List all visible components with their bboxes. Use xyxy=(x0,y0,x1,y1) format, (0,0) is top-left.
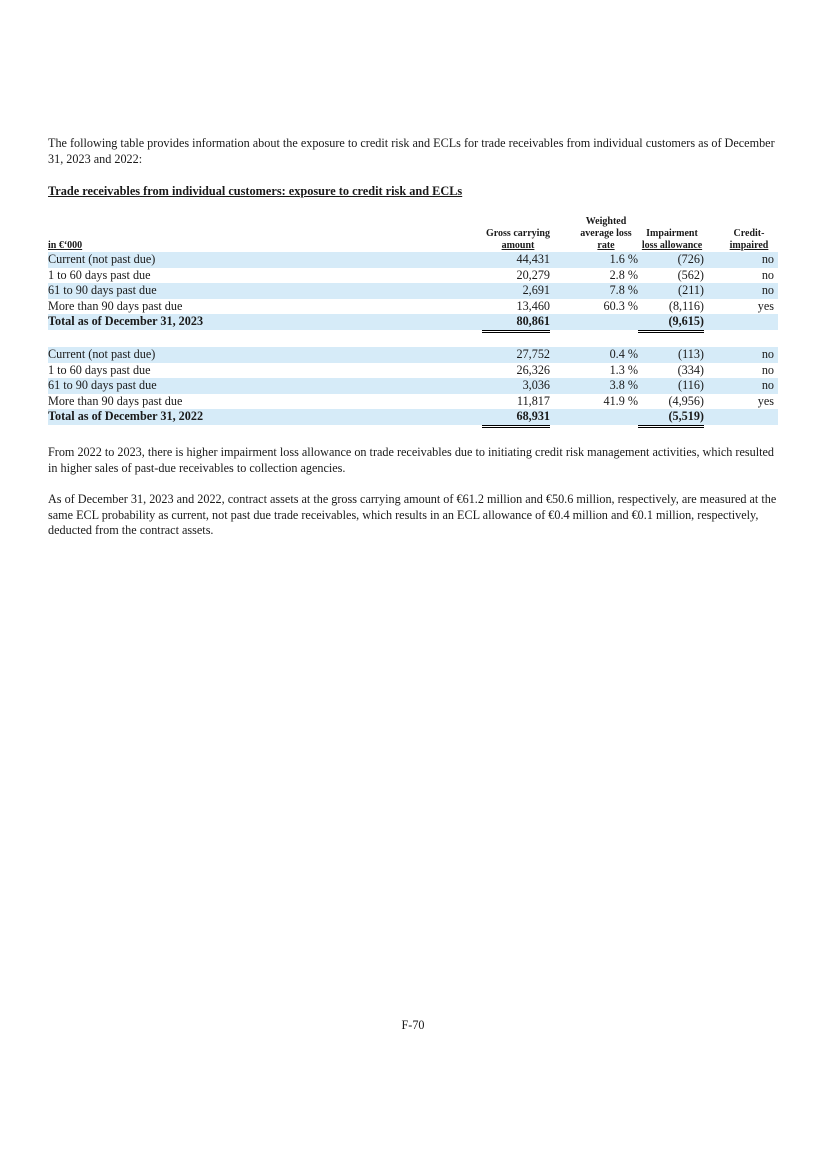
explanation-paragraph: From 2022 to 2023, there is higher impairment loss allowance on trade receivables due to initiating credit risk management activities, which resulted in higher sales of past-due receivables to collection agencies. xyxy=(48,445,774,475)
total-row-2023: Total as of December 31, 2023 80,861 (9,615) xyxy=(48,314,778,330)
unit-label: in €‘000 xyxy=(48,240,83,251)
credit-risk-table xyxy=(48,214,778,425)
table-row: Current (not past due) 27,752 0.4 % (113) no xyxy=(48,347,778,363)
header-impairment: Impairment loss allowance xyxy=(641,228,703,251)
table-row: More than 90 days past due 11,817 41.9 % (4,956) yes xyxy=(48,394,778,410)
page-number: F-70 xyxy=(401,1018,425,1032)
table-row: 61 to 90 days past due 3,036 3.8 % (116) no xyxy=(48,378,778,394)
table-row: 1 to 60 days past due 26,326 1.3 % (334) no xyxy=(48,362,774,377)
table-title: Trade receivables from individual customers: exposure to credit risk and ECLs xyxy=(48,184,463,198)
total-row-2022: Total as of December 31, 2022 68,931 (5,519) xyxy=(48,409,778,425)
intro-paragraph: The following table provides information about the exposure to credit risk and ECLs for trade receivables from individual customers as of December 31, 2023 and 2022: xyxy=(48,136,775,166)
table-row: 1 to 60 days past due 20,279 2.8 % (562) no xyxy=(48,267,774,282)
table-row: More than 90 days past due 13,460 60.3 % (8,116) yes xyxy=(48,299,778,315)
header-rate: Weighted average loss rate xyxy=(580,216,632,251)
header-gross: Gross carrying amount xyxy=(486,228,550,251)
header-credit-impaired: Credit- impaired xyxy=(729,228,769,251)
contract-assets-paragraph: As of December 31, 2023 and 2022, contract assets at the gross carrying amount of €61.2 million and €50.6 million, respectively, are measured at the same ECL probability as current, not past due trade receivables, which results in an ECL allowance of €0.4 million and €0.1 million, respectively, deducted from the contract assets. xyxy=(48,492,777,538)
table-row: 61 to 90 days past due 2,691 7.8 % (211) no xyxy=(48,283,778,299)
table-row: Current (not past due) 44,431 1.6 % (726) no xyxy=(48,252,778,268)
table-header xyxy=(48,214,778,252)
